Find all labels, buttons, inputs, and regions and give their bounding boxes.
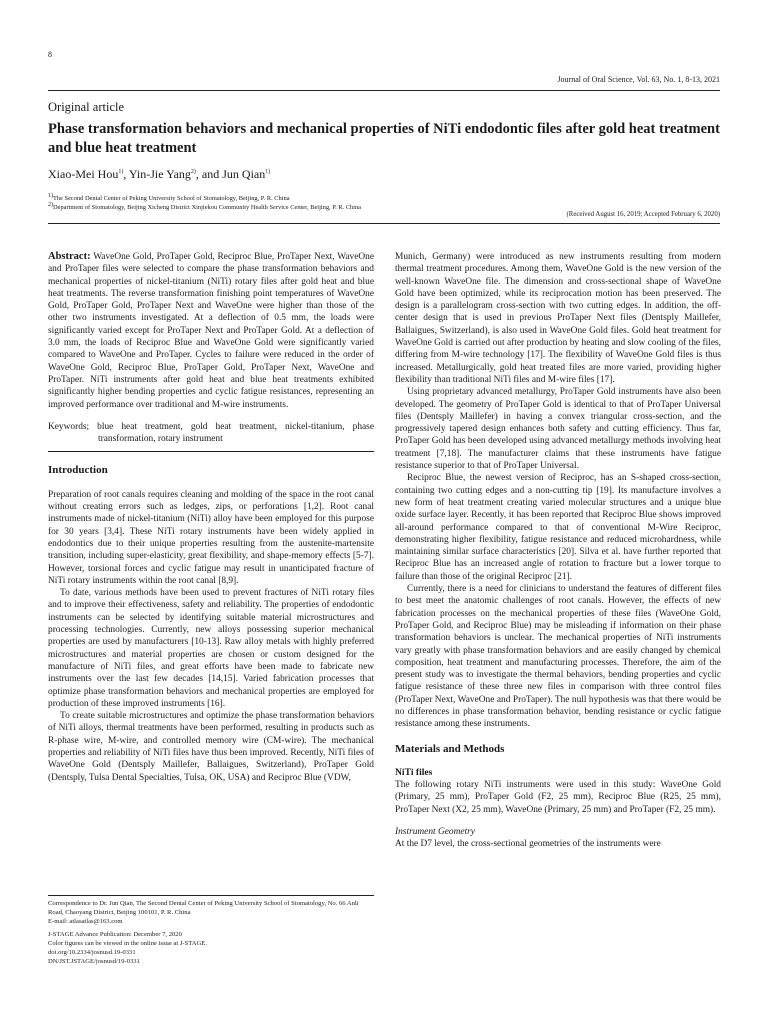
author-name: Yin-Jie Yang xyxy=(128,167,191,181)
body-paragraph: Currently, there is a need for clinicians to understand the features of different files to best meet the anatomic challenges of root canals. However, the effects of new fabrication processes on the mechanical properties of these files (WaveOne Gold, ProTaper Gold, and Reciproc Blue) may be misleading if information on their phase transformation behaviors is unclear. The mechanical properties of NiTi instruments vary greatly with phase transformation behaviors and are easily changed by chemical composition, heat treatment and manufacturing processes. Therefore, the aim of the present study was to investigate the thermal behaviors, bending properties and cyclic fatigue resistance of these three new files in comparison with three control files (ProTaper Next, WaveOne and ProTaper). The null hypothesis was that there would be no differences in phase transformation behavior, bending resistance or cyclic fatigue resistance among these instruments. xyxy=(395,584,721,730)
abstract-text: WaveOne Gold, ProTaper Gold, Reciproc Blue, ProTaper Next, WaveOne and ProTaper files were selected to compare the phase transformation behaviors and mechanical properties of nickel-titanium (NiTi) rotary files after gold heat and blue heat treatments. The reverse transformation finishing point temperatures of WaveOne Gold, ProTaper Gold, ProTaper Next and WaveOne were higher than those of the other two instruments investigated. At a deflection of 0.5 mm, the loads were significantly varied except for ProTaper Next and ProTaper Gold. At a deflection of 3.0 mm, the loads of Reciproc Blue and WaveOne Gold were significantly varied compared to WaveOne and ProTaper. Cycles to failure were reduced in the order of WaveOne Gold, Reciproc Blue, ProTaper Gold, ProTaper Next, WaveOne and ProTaper. NiTi instruments after gold heat and blue heat treatments exhibited significantly higher bending properties and cyclic fatigue resistances, representing an improved performance over traditional and M-wire instruments. xyxy=(48,252,374,410)
instrument-geometry-heading: Instrument Geometry xyxy=(395,827,475,838)
abstract-divider xyxy=(48,451,374,452)
affiliation xyxy=(48,202,361,211)
author-affiliation-mark: 2) xyxy=(190,169,196,175)
affiliation-text: Department of Stomatology, Beijing Xicheng District Xinjiekou Community Health Service Center, Beijing, P. R. China xyxy=(53,204,361,212)
article-title: Phase transformation behaviors and mechanical properties of NiTi endodontic files after gold heat treatment and blue heat treatment xyxy=(48,121,720,156)
author-separator: , xyxy=(123,167,129,181)
body-paragraph: Using proprietary advanced metallurgy, ProTaper Gold instruments have also been developed. The geometry of ProTaper Gold is identical to that of ProTaper Universal files (Dentsply Maillefer) in having a convex triangular cross-section, and the progressively tapered design enhances both safety and cutting efficiency. Thus far, ProTaper Gold has been developed using advanced metallurgy methods involving heat treatment [7,18]. The manufacturer claims that these instruments have fatigue resistance superior to that of ProTaper Universal. xyxy=(395,387,721,472)
article-type: Original article xyxy=(48,100,125,114)
header-divider xyxy=(48,90,720,91)
footnotes xyxy=(48,899,374,966)
left-column xyxy=(48,251,374,784)
color-note: Color figures can be viewed in the online issue at J-STAGE. xyxy=(48,940,207,947)
author-list xyxy=(48,167,270,182)
correspondence: Correspondence to Dr. Jun Qian, The Second Dental Center of Peking University School of Stomatology, No. 66 Anli Road, Chaoyang District, Beijing 100101, P. R. China xyxy=(48,900,359,916)
journal-citation: Journal of Oral Science, Vol. 63, No. 1, 8-13, 2021 xyxy=(557,75,720,84)
affiliation-mark: 2) xyxy=(48,202,53,208)
doi: doi.org/10.2334/josnusd.19-0331 xyxy=(48,949,136,956)
author-separator: , and xyxy=(195,167,223,181)
introduction-heading: Introduction xyxy=(48,464,108,477)
niti-files-heading: NiTi files xyxy=(395,766,433,778)
abstract xyxy=(48,251,374,411)
affiliation-mark: 1) xyxy=(48,193,53,199)
dn: DN/JST.JSTAGE/josnusd/19-0331 xyxy=(48,958,140,965)
body-paragraph: Reciproc Blue, the newest version of Reciproc, has an S-shaped cross-section, containing two cutting edges and a non-cutting tip [19]. Its manufacture involves a new form of heat treatment creating varied molecular structures and a unique blue oxide surface layer. Recently, it has been reported that Reciproc Blue shows improved all-around performance compared to that of conventional M-Wire Reciproc, demonstrating higher flexibility, fatigue resistance and reduced microhardness, while maintaining similar surface characteristics [20]. Silva et al. have further reported that Reciproc Blue has an increased angle of rotation to fracture but a lower torque to failure than those of the original Reciproc [21]. xyxy=(395,473,721,582)
keywords: Keywords; blue heat treatment, gold heat treatment, nickel-titanium, phase transformation, rotary instrument xyxy=(48,421,374,445)
methods-heading: Materials and Methods xyxy=(395,742,505,755)
affiliation xyxy=(48,193,290,202)
body-paragraph: Munich, Germany) were introduced as new instruments resulting from modern thermal treatment procedures. Among them, WaveOne Gold is the new version of the well-known WaveOne file. The dimension and cross-sectional shape of WaveOne Gold have been optimized, while its reciprocation motion has been preserved. The design is a parallelogram cross-section with two cutting edges. In addition, the off-center design that is used in previous ProTaper Next files (Dentsply Maillefer, Ballaigues, Switzerland), is also used in WaveOne Gold files. Gold heat treatment for WaveOne Gold is carried out after production by heating and slow cooling of the files, differing from M-wire technology [17]. The flexibility of WaveOne Gold files is thus increased. Metallurgically, gold heat treated files are more varied, providing higher flexibility than traditional NiTi files and M-wire files [17]. xyxy=(395,252,721,385)
received-dates: (Received August 16, 2019; Accepted February 6, 2020) xyxy=(566,211,720,218)
right-column xyxy=(395,251,721,851)
affiliation-text: The Second Dental Center of Peking University School of Stomatology, Beijing, P. R. China xyxy=(53,195,290,203)
instrument-geometry-text: At the D7 level, the cross-sectional geometries of the instruments were xyxy=(395,839,661,850)
intro-paragraph: Preparation of root canals requires cleaning and molding of the space in the root canal without creating errors such as ledges, zips, or perforations [1,2]. Root canal instruments made of nickel-titanium (NiTi) alloy have been employed for this purpose for 30 years [3,4]. These NiTi rotary instruments have been widely applied in endodontics due to their unique properties resulting from the austenite-martensite transition, including super-elasticity, great flexibility, and shape-memory effects [5-7]. However, torsional forces and cyclic fatigue may result in unanticipated fracture of NiTi rotary instruments within the root canal [8,9]. xyxy=(48,489,374,586)
intro-paragraph: To create suitable microstructures and optimize the phase transformation behaviors of NiTi alloys, thermal treatments have been performed, resulting in products such as R-phase wire, M-wire, and controlled memory wire (CM-wire). The mechanical properties and reliability of NiTi files have thus been improved. Recently, NiTi files of WaveOne Gold (Dentsply Maillefer, Ballaigues, Switzerland), ProTaper Gold (Dentsply, Tulsa Dental Specialties, Tulsa, OK, USA) and Reciproc Blue (VDW, xyxy=(48,711,374,783)
author-affiliation-mark: 1) xyxy=(118,169,124,175)
advance-publication: J-STAGE Advance Publication: December 7, 2020 xyxy=(48,931,182,938)
footnote-divider xyxy=(48,895,374,896)
author-affiliation-mark: 1) xyxy=(265,169,271,175)
author-name: Xiao-Mei Hou xyxy=(48,167,119,181)
title-block-divider xyxy=(48,223,720,224)
niti-files-text: The following rotary NiTi instruments were used in this study: WaveOne Gold (Primary, 25 mm), ProTaper Gold (F2, 25 mm), Reciproc Blue (R25, 25 mm), ProTaper Next (X2, 25 mm), WaveOne (Primary, 25 mm) and ProTaper (F2, 25 mm). xyxy=(395,780,721,815)
page-number: 8 xyxy=(48,50,52,59)
abstract-label: Abstract: xyxy=(48,251,91,262)
intro-paragraph: To date, various methods have been used to prevent fractures of NiTi rotary files and to improve their effectiveness, safety and reliability. The properties of endodontic instruments can be selected by identifying suitable material microstructures and processing technologies. Currently, new alloys possessing superior mechanical properties are used by manufacturers [10-13]. Raw alloy metals with highly preferred microstructures and material properties are chosen or custom designed for the manufacture of NiTi files, and great efforts have been made to fabricate new instruments over the last few decades [14,15]. Varied fabrication processes that optimize phase transformation behaviors and mechanical properties are employed for production of these improved instruments [16]. xyxy=(48,588,374,709)
email: E-mail: atlasatlas@163.com xyxy=(48,918,123,925)
author-name: Jun Qian xyxy=(222,167,266,181)
